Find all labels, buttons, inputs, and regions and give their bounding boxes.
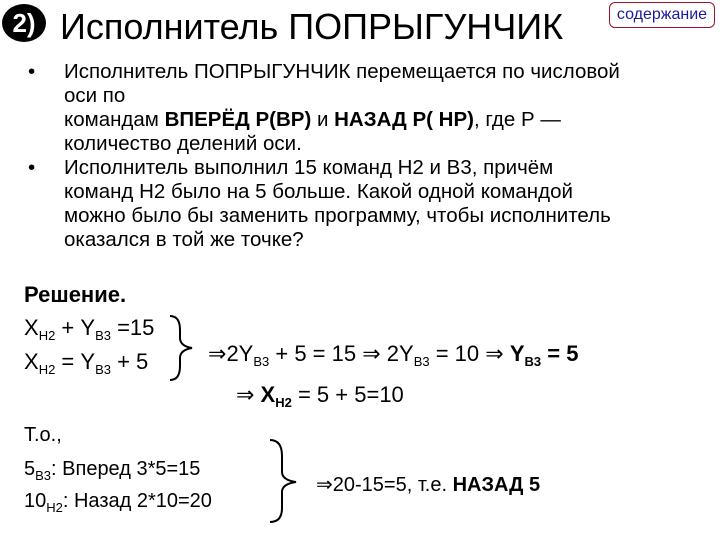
bullet-item-1	[22, 60, 712, 156]
system-brace	[166, 312, 200, 384]
bullet-dot: •	[28, 156, 36, 179]
solution-heading: Решение.	[24, 282, 127, 307]
text-line: оказался в той же точке?	[64, 228, 304, 251]
implies-icon: ⇒	[316, 474, 333, 496]
problem-statement	[22, 60, 712, 252]
result-line-1: $\Rightarrow 2Y_{В3} + 5 = 15$ ⇒ $2Y_{В3} = 10$ ⇒ $Y_{В3} = 5$	[208, 341, 579, 369]
conclusion-brace	[266, 436, 306, 526]
result-line-2: ⇒ $X_{Н2} = 5 + 5=10$	[236, 382, 404, 410]
forward-command: ВПЕРЁД Р(ВР)	[164, 108, 312, 131]
implies-icon: ⇒	[485, 341, 504, 366]
final-answer: ⇒20-15=5, т.е. НАЗАД 5	[316, 474, 541, 496]
text-line	[64, 108, 712, 132]
text-line: можно было бы заменить программу, чтобы исполнитель	[64, 204, 611, 227]
text-span: , где Р —	[473, 108, 561, 131]
text-span: командам	[64, 108, 165, 131]
text-line: Исполнитель выполнил 15 команд Н2 и В3, причём	[64, 156, 554, 179]
equation-1: $X_{Н2} + Y_{В3} =15$	[24, 315, 155, 343]
equation-2: $X_{Н2} = Y_{В3} + 5$	[24, 349, 149, 377]
text-line: команд Н2 было на 5 больше. Какой одной командой	[64, 180, 573, 203]
text-line: Исполнитель ПОПРЫГУНЧИК перемещается по числовой	[64, 60, 620, 83]
implies-icon: ⇒	[236, 382, 255, 407]
contents-link-button[interactable]: содержание	[609, 2, 715, 28]
conclusion-intro: Т.о.,	[24, 424, 62, 446]
implies-icon: ⇒	[208, 341, 227, 366]
page-title: Исполнитель ПОПРЫГУНЧИК	[60, 6, 564, 47]
implies-icon: ⇒	[362, 341, 381, 366]
bullet-dot: •	[28, 60, 36, 83]
text-line: оси по	[64, 84, 126, 107]
conclusion-line-2: $10_{Н2}$: Назад 2*10=20	[24, 490, 212, 515]
text-span: и	[311, 108, 335, 131]
slide-number-badge: 2)	[2, 4, 46, 42]
bullet-item-2	[22, 156, 712, 252]
conclusion-line-1: $5_{В3}$: Вперед 3*5=15	[24, 458, 201, 483]
back-command: НАЗАД Р( НР)	[334, 108, 474, 131]
text-line: количество делений оси.	[64, 132, 302, 155]
